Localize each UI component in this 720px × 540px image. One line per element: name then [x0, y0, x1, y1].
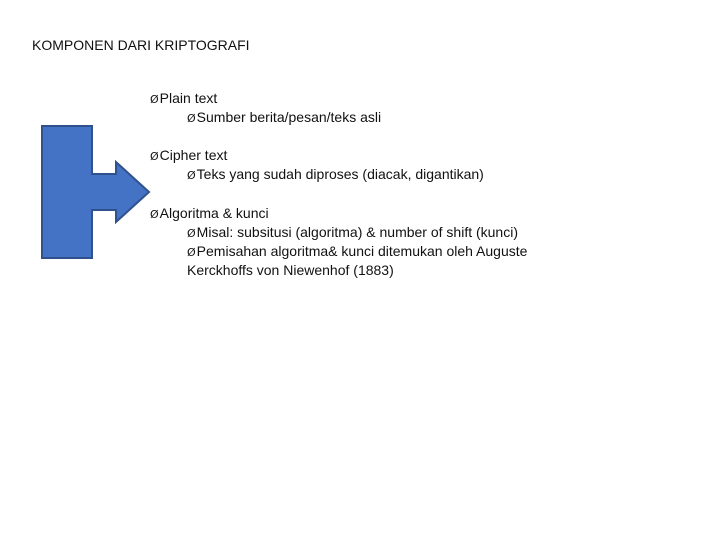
sub-list-item	[187, 242, 527, 262]
arrow-bullet-icon: Ø	[187, 112, 196, 125]
item-text: Plain text	[159, 90, 218, 106]
sub-item-text: Misal: subsitusi (algoritma) & number of shift (kunci)	[196, 224, 518, 240]
arrow-bullet-icon: Ø	[187, 169, 196, 182]
item-text: Algoritma & kunci	[159, 205, 269, 221]
arrow-bullet-icon: Ø	[187, 227, 196, 240]
sub-list-item	[187, 223, 518, 243]
sub-item-text: Sumber berita/pesan/teks asli	[196, 109, 382, 125]
list-item	[150, 89, 217, 109]
sub-item-continuation: Kerckhoffs von Niewenhof (1883)	[187, 262, 394, 278]
sub-list-item	[187, 108, 381, 128]
sub-item-text: Teks yang sudah diproses (diacak, digantikan)	[196, 166, 484, 182]
list-item	[150, 146, 227, 166]
arrow-shape	[42, 126, 149, 258]
list-item	[150, 204, 269, 224]
arrow-bullet-icon: Ø	[150, 208, 159, 221]
sub-item-text: Pemisahan algoritma& kunci ditemukan oleh Auguste	[196, 243, 528, 259]
arrow-bullet-icon: Ø	[187, 246, 196, 259]
slide-title: KOMPONEN DARI KRIPTOGRAFI	[32, 37, 250, 53]
sub-list-item	[187, 165, 484, 185]
bent-arrow-icon	[40, 124, 152, 260]
item-text: Cipher text	[159, 147, 228, 163]
arrow-bullet-icon: Ø	[150, 150, 159, 163]
arrow-bullet-icon: Ø	[150, 93, 159, 106]
